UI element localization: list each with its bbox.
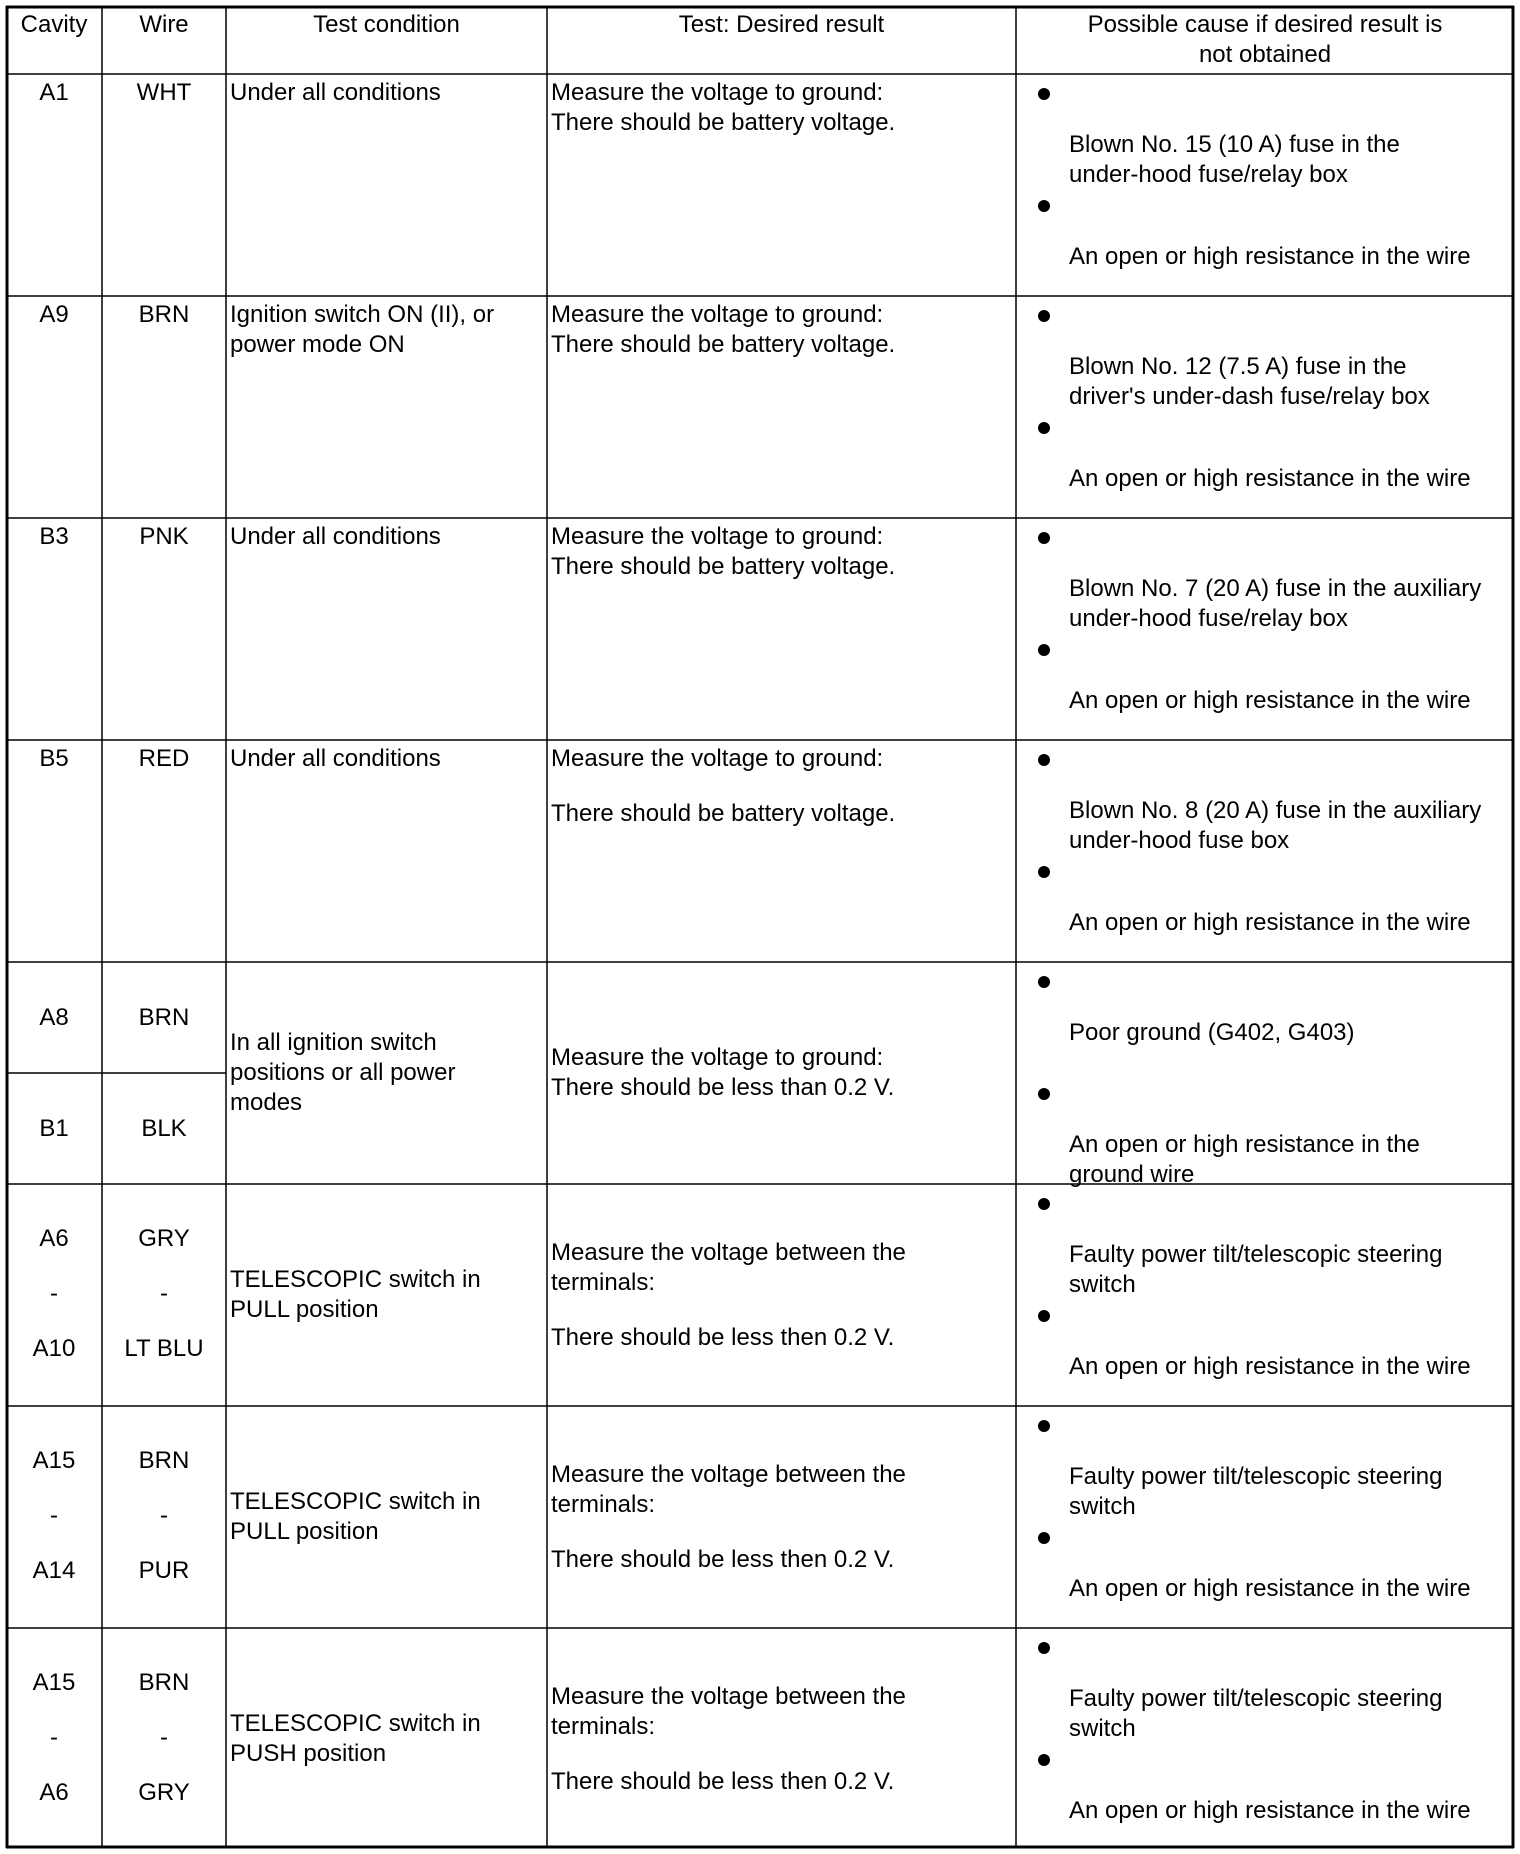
bullet-icon — [1038, 644, 1050, 656]
possible-cause-text: Faulty power tilt/telescopic steering switch — [1069, 1685, 1443, 1742]
wire-value: GRY — [138, 1225, 190, 1252]
desired-result-cell — [547, 962, 1016, 1184]
bullet-icon — [1038, 976, 1050, 988]
desired-result-text: Measure the voltage to ground: There should be battery voltage. — [551, 79, 896, 136]
possible-cause-cell — [1016, 518, 1514, 740]
desired-result-block — [551, 744, 1016, 829]
desired-result-cell — [547, 1184, 1016, 1406]
possible-cause-text: Blown No. 8 (20 A) fuse in the auxiliary under-hood fuse box — [1069, 797, 1482, 854]
cavity-cell — [6, 1073, 102, 1184]
desired-result-text: Measure the voltage to ground: There should be less than 0.2 V. — [551, 1044, 895, 1101]
cavity-value: A10 — [32, 1335, 76, 1362]
test-condition-text: TELESCOPIC switch in PUSH position — [230, 1710, 481, 1767]
cavity-cell — [6, 1668, 102, 1838]
wire-value: BRN — [138, 1003, 190, 1031]
bullet-icon — [1038, 1754, 1050, 1766]
test-condition-cell — [226, 300, 547, 514]
wire-cell — [102, 744, 226, 784]
test-condition-cell — [226, 522, 547, 736]
possible-cause-text: An open or high resistance in the wire — [1069, 687, 1471, 714]
connector-test-table — [6, 6, 1514, 1848]
possible-cause-text: An open or high resistance in the wire — [1069, 909, 1471, 936]
wire-value: BRN — [138, 1447, 190, 1474]
wire-value: PNK — [139, 523, 189, 550]
possible-cause-text: An open or high resistance in the wire — [1069, 1797, 1471, 1824]
column-header-condition: Test condition — [313, 11, 460, 38]
test-condition-text: Under all conditions — [230, 523, 441, 550]
wire-cell — [102, 1073, 226, 1184]
desired-result-block — [551, 1238, 906, 1353]
possible-cause-text: An open or high resistance in the wire — [1069, 243, 1471, 270]
cavity-value: - — [50, 1280, 58, 1307]
wire-value: GRY — [138, 1779, 190, 1806]
wire-value: LT BLU — [124, 1335, 204, 1362]
desired-result-block — [551, 1682, 906, 1797]
result-spacer — [551, 1742, 906, 1767]
desired-result-block — [551, 522, 1016, 582]
possible-cause-text: An open or high resistance in the ground wire — [1069, 1131, 1420, 1188]
bullet-icon — [1038, 310, 1050, 322]
possible-cause-text: Blown No. 12 (7.5 A) fuse in the driver's under-dash fuse/relay box — [1069, 353, 1430, 410]
possible-cause-text: Poor ground (G402, G403) — [1069, 1019, 1355, 1046]
cavity-value: - — [50, 1724, 58, 1751]
wire-cell — [102, 1668, 226, 1838]
desired-result-block — [551, 300, 1016, 360]
test-condition-text: Under all conditions — [230, 79, 441, 106]
desired-result-block — [551, 1460, 906, 1575]
desired-result-cell — [547, 78, 1016, 292]
column-header-cause: Possible cause if desired result is not obtained — [1087, 11, 1443, 68]
column-header-cavity: Cavity — [20, 11, 88, 38]
bullet-icon — [1038, 200, 1050, 212]
test-condition-cell — [226, 962, 547, 1184]
desired-result-text: There should be less then 0.2 V. — [551, 1545, 895, 1573]
cavity-value: A15 — [32, 1447, 76, 1474]
desired-result-cell — [547, 744, 1016, 958]
desired-result-cell — [547, 1406, 1016, 1628]
wire-value: - — [160, 1502, 168, 1529]
wire-value: - — [160, 1724, 168, 1751]
possible-cause-text: An open or high resistance in the wire — [1069, 1575, 1471, 1602]
cavity-value: A9 — [39, 301, 69, 328]
cavity-cell — [6, 1446, 102, 1616]
bullet-icon — [1038, 1642, 1050, 1654]
desired-result-block — [551, 78, 1016, 138]
possible-cause-text: An open or high resistance in the wire — [1069, 465, 1471, 492]
possible-cause-text: Blown No. 7 (20 A) fuse in the auxiliary under-hood fuse/relay box — [1069, 575, 1482, 632]
cavity-value: B5 — [39, 745, 69, 772]
cavity-value: B3 — [39, 523, 69, 550]
cavity-cell — [6, 522, 102, 562]
desired-result-cell — [547, 1628, 1016, 1850]
cavity-cell — [6, 300, 102, 340]
wire-value: WHT — [136, 79, 192, 106]
test-condition-cell — [226, 744, 547, 958]
test-condition-cell — [226, 78, 547, 292]
cavity-value: - — [50, 1502, 58, 1529]
possible-cause-text: An open or high resistance in the wire — [1069, 1353, 1471, 1380]
desired-result-text: Measure the voltage to ground: — [551, 745, 884, 772]
desired-result-cell — [547, 522, 1016, 736]
possible-cause-text: Faulty power tilt/telescopic steering switch — [1069, 1241, 1443, 1298]
cavity-value: A14 — [32, 1557, 76, 1584]
cavity-value: A1 — [39, 79, 69, 106]
possible-cause-cell — [1016, 740, 1514, 962]
desired-result-text: Measure the voltage between the terminals: — [551, 1460, 906, 1518]
desired-result-cell — [547, 300, 1016, 514]
cavity-value: A15 — [32, 1669, 76, 1696]
result-spacer — [551, 1520, 906, 1545]
cavity-value: A6 — [39, 1779, 69, 1806]
possible-cause-text: Blown No. 15 (10 A) fuse in the under-hood fuse/relay box — [1069, 131, 1400, 188]
wire-value: PUR — [138, 1557, 190, 1584]
bullet-icon — [1038, 1310, 1050, 1322]
possible-cause-cell — [1016, 74, 1514, 296]
test-condition-text: In all ignition switch positions or all power modes — [230, 1029, 456, 1116]
test-condition-cell — [226, 1184, 547, 1406]
cavity-cell — [6, 962, 102, 1073]
bullet-icon — [1038, 1198, 1050, 1210]
wire-cell — [102, 962, 226, 1073]
wire-cell — [102, 1224, 226, 1394]
possible-cause-cell — [1016, 1628, 1514, 1850]
column-header-wire: Wire — [139, 11, 189, 38]
test-condition-cell — [226, 1628, 547, 1850]
possible-cause-cell — [1016, 296, 1514, 518]
desired-result-text: Measure the voltage between the terminals: — [551, 1682, 906, 1740]
possible-cause-text: Faulty power tilt/telescopic steering switch — [1069, 1463, 1443, 1520]
desired-result-text: There should be battery voltage. — [551, 800, 896, 827]
desired-result-text: Measure the voltage to ground: There should be battery voltage. — [551, 523, 896, 580]
bullet-icon — [1038, 532, 1050, 544]
cavity-value: B1 — [39, 1114, 69, 1142]
bullet-icon — [1038, 866, 1050, 878]
desired-result-text: There should be less then 0.2 V. — [551, 1767, 895, 1795]
desired-result-text: There should be less then 0.2 V. — [551, 1323, 895, 1351]
test-condition-cell — [226, 1406, 547, 1628]
cavity-cell — [6, 1224, 102, 1394]
cavity-value: A6 — [39, 1225, 69, 1252]
wire-value: - — [160, 1280, 168, 1307]
desired-result-text: Measure the voltage between the terminals: — [551, 1238, 906, 1296]
wire-value: BRN — [138, 1669, 190, 1696]
wire-value: BLK — [141, 1114, 187, 1142]
bullet-icon — [1038, 88, 1050, 100]
test-condition-text: TELESCOPIC switch in PULL position — [230, 1488, 481, 1545]
possible-cause-cell — [1016, 1184, 1514, 1406]
bullet-icon — [1038, 754, 1050, 766]
bullet-icon — [1038, 1420, 1050, 1432]
bullet-icon — [1038, 1532, 1050, 1544]
test-condition-text: TELESCOPIC switch in PULL position — [230, 1266, 481, 1323]
column-header-result: Test: Desired result — [678, 11, 885, 38]
wire-cell — [102, 522, 226, 562]
bullet-icon — [1038, 422, 1050, 434]
wire-cell — [102, 1446, 226, 1616]
possible-cause-cell — [1016, 1406, 1514, 1628]
wire-value: RED — [138, 745, 190, 772]
wire-value: BRN — [138, 301, 190, 328]
test-condition-text: Ignition switch ON (II), or power mode ON — [230, 301, 495, 358]
desired-result-text: Measure the voltage to ground: There should be battery voltage. — [551, 301, 896, 358]
result-spacer — [551, 774, 1016, 799]
result-spacer — [551, 1298, 906, 1323]
possible-cause-cell — [1016, 962, 1514, 1188]
cavity-cell — [6, 744, 102, 784]
cavity-value: A8 — [39, 1003, 69, 1031]
test-condition-text: Under all conditions — [230, 745, 441, 772]
bullet-icon — [1038, 1088, 1050, 1100]
wire-cell — [102, 78, 226, 118]
cavity-cell — [6, 78, 102, 118]
wire-cell — [102, 300, 226, 340]
desired-result-block — [551, 1043, 894, 1103]
